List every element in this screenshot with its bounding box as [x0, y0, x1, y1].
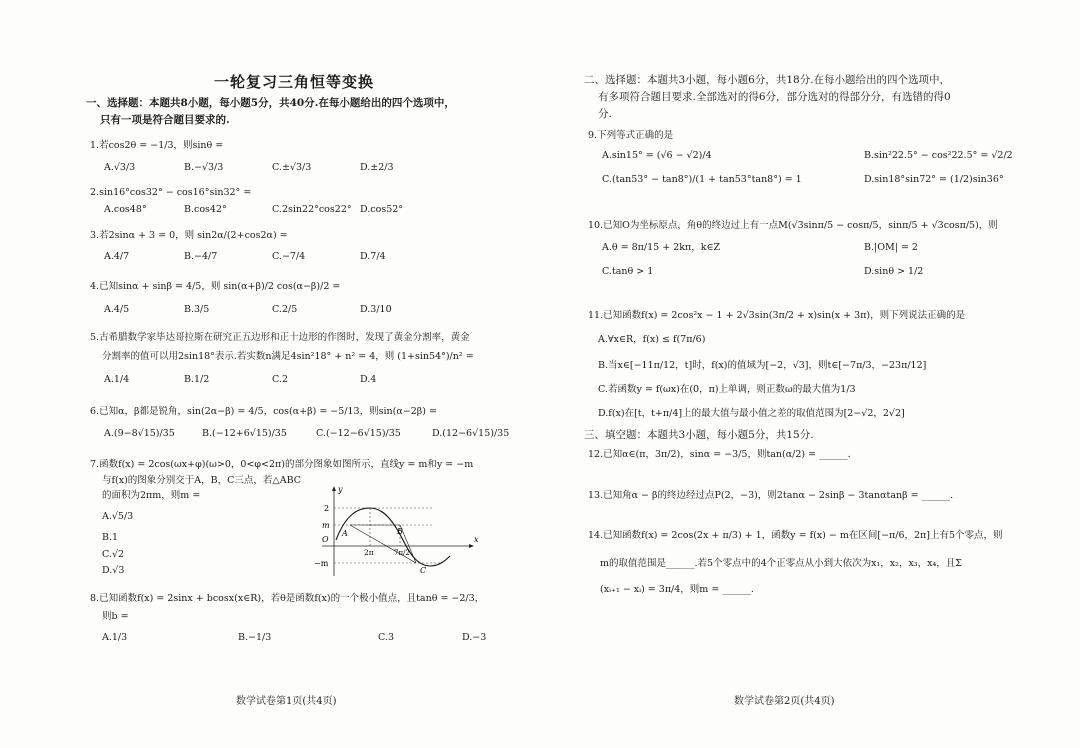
- question-10-option-a: A.θ = 8π/15 + 2kπ，k∈Z: [602, 242, 721, 253]
- question-4-option-a: A.4/5: [104, 304, 130, 315]
- graph-label-a: A: [342, 529, 348, 538]
- question-9-stem: 9.下列等式正确的是: [588, 130, 674, 141]
- cosine-graph-figure: [312, 484, 482, 580]
- question-5-stem-line2: 分割率的值可以用2sin18°表示.若实数n满足4sin²18° + n² = 4，则 (1+sin54°)/n² =: [102, 351, 474, 362]
- graph-label-origin: O: [322, 535, 329, 544]
- question-11-option-a: A.∀x∈R，f(x) ≤ f(7π/6): [598, 334, 706, 345]
- question-14-stem-line1: 14.已知函数f(x) = 2cos(2x + π/3) + 1，函数y = f(x) − m在区间[−π/6，2π]上有5个零点，则: [588, 530, 1003, 541]
- graph-label-y: y: [338, 485, 343, 494]
- exam-title: 一轮复习三角恒等变换: [214, 73, 375, 91]
- question-11-option-c: C.若函数y = f(ωx)在(0，π)上单调，则正数ω的最大值为1/3: [598, 384, 856, 395]
- question-13-stem: 13.已知角α − β的终边经过点P(2，−3)，则2tanα − 2sinβ − 3tanαtanβ = ______.: [588, 490, 954, 501]
- question-6-option-a: A.(9−8√15)/35: [104, 428, 175, 439]
- question-3-stem: 3.若2sinα + 3 = 0，则 sin2α/(2+cos2α) =: [90, 230, 288, 241]
- question-11-stem: 11.已知函数f(x) = 2cos²x − 1 + 2√3sin(3π/2 + x)sin(x + 3π)，则下列说法正确的是: [588, 310, 966, 321]
- question-7-option-d: D.√3: [102, 565, 125, 576]
- question-6-option-b: B.(−12+6√15)/35: [202, 428, 287, 439]
- question-8-option-b: B.−1/3: [238, 632, 272, 643]
- question-7-stem-line2: 与f(x)的图象分别交于A，B，C三点，若△ABC: [102, 475, 301, 486]
- question-3-option-a: A.4/7: [104, 251, 130, 262]
- graph-label-x: x: [474, 535, 479, 544]
- section-1-heading: 一、选择题：本题共8小题，每小题5分，共40分.在每小题给出的四个选项中，: [86, 97, 455, 109]
- question-12-stem: 12.已知α∈(π，3π/2)，sinα = −3/5，则tan(α/2) = ______.: [588, 449, 851, 460]
- question-4-stem: 4.已知sinα + sinβ = 4/5，则 sin(α+β)/2 cos(α−β)/2 =: [90, 281, 341, 292]
- question-6-option-d: D.(12−6√15)/35: [432, 428, 510, 439]
- graph-label-c: C: [420, 566, 427, 575]
- graph-label-neg-m: −m: [314, 559, 329, 568]
- graph-x-arrow: [469, 544, 474, 548]
- section-1-heading-line2: 只有一项是符合题目要求的.: [100, 114, 230, 126]
- page-2-footer: 数学试卷第2页(共4页): [734, 696, 835, 707]
- graph-label-7pi-2: 7π/2: [394, 549, 410, 557]
- question-9-option-a: A.sin15° = (√6 − √2)/4: [602, 150, 712, 161]
- question-5-option-b: B.1/2: [184, 374, 210, 385]
- graph-y-arrow: [332, 486, 336, 491]
- question-8-option-d: D.−3: [462, 632, 487, 643]
- question-2-option-a: A.cos48°: [104, 204, 147, 215]
- question-8-stem-line2: 则b =: [102, 611, 129, 622]
- question-7-option-b: B.1: [102, 532, 119, 543]
- question-7-option-a: A.√5/3: [102, 511, 134, 522]
- section-2-heading-line2: 有多项符合题目要求.全部选对的得6分，部分选对的得部分分，有选错的得0: [598, 91, 951, 103]
- question-11-option-d: D.f(x)在[t，t+π/4]上的最大值与最小值之差的取值范围为[2−√2，2√2]: [598, 408, 905, 419]
- question-10-option-b: B.|OM| = 2: [864, 242, 918, 253]
- question-7-stem-line3: 的面积为2πm，则m =: [102, 490, 201, 501]
- question-9-option-b: B.sin²22.5° − cos²22.5° = √2/2: [864, 150, 1013, 161]
- question-2-option-d: D.cos52°: [360, 204, 404, 215]
- graph-curve: [336, 508, 450, 566]
- question-9-option-c: C.(tan53° − tan8°)/(1 + tan53°tan8°) = 1: [602, 174, 802, 185]
- question-1-option-b: B.−√3/3: [184, 162, 224, 173]
- question-8-option-a: A.1/3: [102, 632, 128, 643]
- question-6-option-c: C.(−12−6√15)/35: [316, 428, 401, 439]
- question-14-stem-line2: m的取值范围是______.若5个零点中的4个正零点从小到大依次为x₁，x₂，x₃，x₄，且Σ: [600, 558, 962, 569]
- question-2-option-b: B.cos42°: [184, 204, 227, 215]
- section-2-heading: 二、选择题：本题共3小题，每小题6分，共18分.在每小题给出的四个选项中，: [584, 74, 951, 86]
- question-10-option-c: C.tanθ > 1: [602, 266, 654, 277]
- question-9-option-d: D.sin18°sin72° = (1/2)sin36°: [864, 174, 1004, 185]
- question-3-option-b: B.−4/7: [184, 251, 218, 262]
- question-7-option-c: C.√2: [102, 549, 125, 560]
- question-2-option-c: C.2sin22°cos22°: [272, 204, 352, 215]
- question-8-option-c: C.3: [378, 632, 394, 643]
- question-5-option-a: A.1/4: [104, 374, 130, 385]
- graph-label-2: 2: [324, 504, 330, 513]
- graph-label-m: m: [322, 521, 330, 530]
- question-3-option-d: D.7/4: [360, 251, 386, 262]
- page-1-footer: 数学试卷第1页(共4页): [236, 696, 337, 707]
- question-14-stem-line3: (xᵢ₊₁ − xᵢ) = 3π/4，则m = ______.: [600, 584, 754, 595]
- graph-label-2pi: 2π: [364, 548, 374, 557]
- question-6-stem: 6.已知α，β都是锐角，sin(2α−β) = 4/5，cos(α+β) = −5/13，则sin(α−2β) =: [90, 406, 437, 417]
- question-1-option-a: A.√3/3: [104, 162, 136, 173]
- question-4-option-d: D.3/10: [360, 304, 392, 315]
- question-1-option-c: C.±√3/3: [272, 162, 312, 173]
- section-2-heading-line3: 分.: [598, 108, 612, 120]
- question-2-stem: 2.sin16°cos32° − cos16°sin32° =: [90, 187, 252, 198]
- question-10-stem: 10.已知O为坐标原点，角θ的终边过上有一点M(√3sinπ/5 − cosπ/5，sinπ/5 + √3cosπ/5)，则: [588, 220, 998, 231]
- section-3-heading: 三、填空题：本题共3小题，每小题5分，共15分.: [584, 429, 814, 441]
- question-5-option-d: D.4: [360, 374, 377, 385]
- question-3-option-c: C.−7/4: [272, 251, 306, 262]
- question-10-option-d: D.sinθ > 1/2: [864, 266, 924, 277]
- question-5-stem-line1: 5.古希腊数学家毕达哥拉斯在研究正五边形和正十边形的作图时，发现了黄金分割率，黄金: [90, 332, 470, 343]
- graph-label-b: B: [397, 527, 403, 536]
- question-11-option-b: B.当x∈[−11π/12，t]时，f(x)的值域为[−2，√3]，则t∈[−7π/3，−23π/12]: [598, 360, 927, 371]
- question-4-option-b: B.3/5: [184, 304, 210, 315]
- question-7-stem-line1: 7.函数f(x) = 2cos(ωx+φ)(ω>0，0<φ<2π)的部分图象如图所示，直线y = m和y = −m: [90, 459, 474, 470]
- question-8-stem-line1: 8.已知函数f(x) = 2sinx + bcosx(x∈R)，若θ是函数f(x)的一个极小值点，且tanθ = −2/3，: [90, 593, 485, 604]
- question-4-option-c: C.2/5: [272, 304, 298, 315]
- question-1-option-d: D.±2/3: [360, 162, 394, 173]
- question-1-stem: 1.若cos2θ = −1/3，则sinθ =: [90, 140, 224, 151]
- question-5-option-c: C.2: [272, 374, 288, 385]
- triangle-side-ac: [350, 525, 416, 563]
